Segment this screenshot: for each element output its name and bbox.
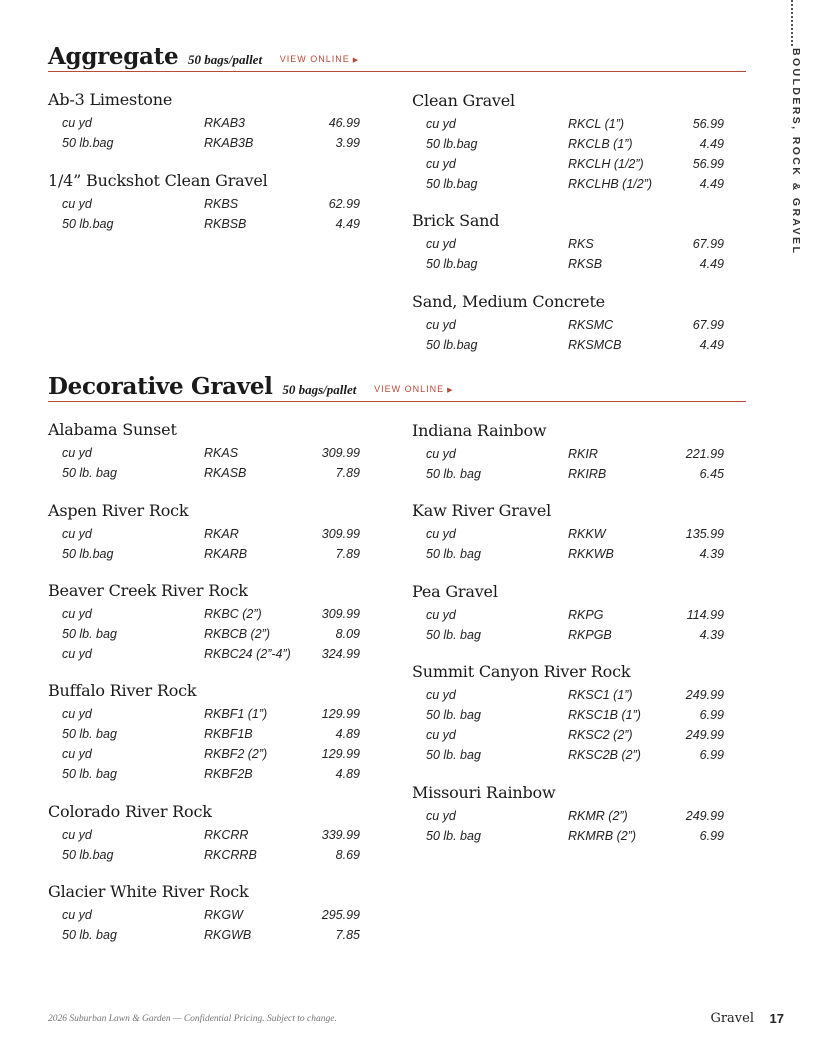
price-row (48, 114, 360, 134)
unit: 50 lb.bag (62, 547, 114, 561)
sku: RKPGB (568, 628, 612, 642)
unit: 50 lb. bag (426, 829, 481, 843)
product-indiana-rainbow (412, 421, 724, 485)
price: 339.99 (321, 828, 360, 842)
sku: RKSMC (568, 318, 614, 332)
section-subtitle: 50 bags/pallet (188, 52, 263, 67)
triangle-right-icon: ▶ (352, 57, 360, 64)
view-online-label: VIEW ONLINE (374, 384, 445, 394)
price: 8.09 (335, 627, 360, 641)
product-missouri-rainbow (412, 783, 724, 847)
unit: 50 lb.bag (62, 136, 114, 150)
price-row (48, 826, 360, 846)
price-row (412, 827, 724, 847)
product-name: Clean Gravel (412, 91, 515, 110)
sku: RKAB3B (204, 136, 254, 150)
price: 4.39 (699, 547, 724, 561)
section-subtitle: 50 bags/pallet (282, 382, 357, 397)
sku: RKSC2B (2”) (568, 748, 641, 762)
price: 249.99 (685, 688, 724, 702)
sku: RKCRRB (204, 848, 257, 862)
section-header (48, 372, 746, 402)
product-kaw-river-gravel (412, 501, 724, 565)
price-row (412, 525, 724, 545)
unit: cu yd (62, 116, 92, 130)
price: 309.99 (321, 607, 360, 621)
sku: RKMR (2”) (568, 809, 628, 823)
page-number: 17 (769, 1011, 784, 1026)
sku: RKPG (568, 608, 604, 622)
price-row (48, 134, 360, 154)
triangle-right-icon: ▶ (447, 387, 454, 394)
view-online-link[interactable] (280, 54, 359, 64)
unit: 50 lb. bag (62, 727, 117, 741)
price: 4.49 (699, 137, 724, 151)
sku: RKBF2B (204, 767, 253, 781)
price: 129.99 (321, 747, 360, 761)
unit: cu yd (426, 117, 456, 131)
product-brick-sand (412, 211, 724, 275)
product-colorado-river-rock (48, 802, 360, 866)
sku: RKAB3 (204, 116, 245, 130)
price: 4.49 (699, 257, 724, 271)
product-name: Sand, Medium Concrete (412, 292, 605, 311)
price-row (48, 725, 360, 745)
price: 295.99 (321, 908, 360, 922)
sku: RKBCB (2”) (204, 627, 270, 641)
product-beaver-creek-river-rock (48, 581, 360, 665)
section-title-text: Aggregate (48, 43, 179, 70)
price: 4.49 (699, 177, 724, 191)
price-row (412, 726, 724, 746)
sku: RKKW (568, 527, 606, 541)
unit: cu yd (62, 647, 92, 661)
price: 62.99 (328, 197, 360, 211)
sku: RKCLHB (1/2”) (568, 177, 653, 191)
unit: 50 lb. bag (426, 708, 481, 722)
price-row (412, 235, 724, 255)
price-row (48, 765, 360, 785)
price: 249.99 (685, 809, 724, 823)
price-row (48, 926, 360, 946)
price: 7.89 (335, 466, 360, 480)
sku: RKGW (204, 908, 243, 922)
unit: cu yd (426, 728, 456, 742)
product-name: Aspen River Rock (48, 501, 189, 520)
product-name: Summit Canyon River Rock (412, 662, 631, 681)
product-name: Buffalo River Rock (48, 681, 197, 700)
footer-note: 2026 Suburban Lawn & Garden — Confidential Pricing. Subject to change. (48, 1014, 337, 1024)
sku: RKSC1B (1”) (568, 708, 641, 722)
unit: 50 lb.bag (426, 257, 478, 271)
sku: RKSB (568, 257, 603, 271)
unit: cu yd (426, 688, 456, 702)
unit: cu yd (426, 318, 456, 332)
unit: cu yd (62, 707, 92, 721)
unit: 50 lb.bag (62, 217, 114, 231)
price: 221.99 (685, 447, 724, 461)
product-name: Alabama Sunset (48, 420, 177, 439)
price-row (48, 215, 360, 235)
price-row (412, 115, 724, 135)
price-row (412, 465, 724, 485)
sku: RKSMCB (568, 338, 622, 352)
price: 7.85 (335, 928, 360, 942)
price-row (48, 195, 360, 215)
price: 4.89 (335, 767, 360, 781)
price-row (412, 135, 724, 155)
side-tab-label: BOULDERS, ROCK & GRAVEL (790, 48, 802, 256)
unit: 50 lb. bag (426, 547, 481, 561)
price-row (412, 606, 724, 626)
price-row (412, 155, 724, 175)
section-header (48, 42, 746, 72)
unit: 50 lb. bag (62, 767, 117, 781)
unit: 50 lb. bag (426, 628, 481, 642)
price: 7.89 (335, 547, 360, 561)
product-buckshot-clean-gravel (48, 171, 360, 235)
price-row (412, 626, 724, 646)
price-row (48, 464, 360, 484)
price: 129.99 (321, 707, 360, 721)
sku: RKIR (568, 447, 598, 461)
price-row (412, 706, 724, 726)
sku: RKSC2 (2”) (568, 728, 633, 742)
price: 67.99 (692, 318, 724, 332)
unit: cu yd (62, 446, 92, 460)
sku: RKCRR (204, 828, 249, 842)
unit: cu yd (426, 527, 456, 541)
product-aspen-river-rock (48, 501, 360, 565)
footer-section-name: Gravel (710, 1011, 754, 1026)
price: 4.89 (335, 727, 360, 741)
price-row (412, 686, 724, 706)
product-name: Beaver Creek River Rock (48, 581, 248, 600)
sku: RKS (568, 237, 594, 251)
sku: RKAS (204, 446, 239, 460)
sku: RKCLB (1”) (568, 137, 633, 151)
unit: cu yd (62, 607, 92, 621)
unit: cu yd (62, 747, 92, 761)
sku: RKBF1 (1”) (204, 707, 268, 721)
aggregate-section-header (48, 42, 746, 72)
product-name: Ab-3 Limestone (48, 90, 173, 109)
product-pea-gravel (412, 582, 724, 646)
price-row (412, 746, 724, 766)
sku: RKBC24 (2”-4”) (204, 647, 291, 661)
product-name: Colorado River Rock (48, 802, 212, 821)
product-alabama-sunset (48, 420, 360, 484)
price: 324.99 (321, 647, 360, 661)
price-row (412, 807, 724, 827)
price: 4.49 (699, 338, 724, 352)
unit: 50 lb. bag (62, 627, 117, 641)
side-tab (784, 0, 802, 256)
price-row (48, 645, 360, 665)
price: 56.99 (692, 117, 724, 131)
price: 6.99 (699, 748, 724, 762)
product-clean-gravel (412, 91, 724, 195)
unit: cu yd (426, 237, 456, 251)
view-online-link[interactable] (374, 384, 453, 394)
view-online-label: VIEW ONLINE (279, 54, 350, 64)
product-name: Pea Gravel (412, 582, 498, 601)
price-row (412, 255, 724, 275)
sku: RKBS (204, 197, 239, 211)
product-name: Brick Sand (412, 211, 500, 230)
sku: RKBF2 (2”) (204, 747, 268, 761)
unit: 50 lb.bag (426, 177, 478, 191)
product-glacier-white-river-rock (48, 882, 360, 946)
price: 3.99 (335, 136, 360, 150)
section-title (48, 373, 453, 400)
decorative-section-header (48, 372, 746, 402)
unit: 50 lb. bag (426, 467, 481, 481)
unit: cu yd (426, 157, 456, 171)
sku: RKBF1B (204, 727, 253, 741)
product-summit-canyon-river-rock (412, 662, 724, 766)
price: 6.45 (699, 467, 724, 481)
sku: RKCLH (1/2”) (568, 157, 644, 171)
price: 309.99 (321, 527, 360, 541)
price-row (48, 444, 360, 464)
price: 135.99 (685, 527, 724, 541)
price: 56.99 (692, 157, 724, 171)
price-row (48, 745, 360, 765)
section-title (48, 43, 359, 70)
sku: RKARB (204, 547, 248, 561)
unit: cu yd (426, 809, 456, 823)
unit: cu yd (62, 828, 92, 842)
sku: RKGWB (204, 928, 252, 942)
price: 6.99 (699, 708, 724, 722)
unit: cu yd (62, 197, 92, 211)
section-title-text: Decorative Gravel (48, 373, 273, 400)
unit: 50 lb. bag (426, 748, 481, 762)
product-sand-medium-concrete (412, 292, 724, 356)
sku: RKASB (204, 466, 247, 480)
product-name: Indiana Rainbow (412, 421, 547, 440)
price-row (48, 906, 360, 926)
price: 249.99 (685, 728, 724, 742)
price: 309.99 (321, 446, 360, 460)
sku: RKSC1 (1”) (568, 688, 633, 702)
price: 8.69 (335, 848, 360, 862)
sku: RKKWB (568, 547, 614, 561)
unit: 50 lb.bag (62, 848, 114, 862)
product-name: Missouri Rainbow (412, 783, 556, 802)
price-row (48, 846, 360, 866)
unit: 50 lb. bag (62, 928, 117, 942)
unit: 50 lb.bag (426, 338, 478, 352)
sku: RKBSB (204, 217, 247, 231)
unit: cu yd (426, 447, 456, 461)
price-row (48, 525, 360, 545)
sku: RKAR (204, 527, 239, 541)
price-row (48, 545, 360, 565)
product-buffalo-river-rock (48, 681, 360, 785)
product-name: Kaw River Gravel (412, 501, 552, 520)
price-row (48, 625, 360, 645)
price: 6.99 (699, 829, 724, 843)
price-row (412, 316, 724, 336)
price-row (412, 445, 724, 465)
dotted-leader (791, 0, 807, 46)
price-row (412, 545, 724, 565)
price: 67.99 (692, 237, 724, 251)
unit: 50 lb.bag (426, 137, 478, 151)
price-row (48, 605, 360, 625)
price-row (48, 705, 360, 725)
unit: cu yd (62, 908, 92, 922)
sku: RKIRB (568, 467, 607, 481)
price-row (412, 175, 724, 195)
sku: RKMRB (2”) (568, 829, 637, 843)
unit: cu yd (426, 608, 456, 622)
price: 46.99 (328, 116, 360, 130)
product-name: 1/4” Buckshot Clean Gravel (48, 171, 268, 190)
price: 114.99 (686, 608, 724, 622)
product-name: Glacier White River Rock (48, 882, 249, 901)
unit: 50 lb. bag (62, 466, 117, 480)
price: 4.49 (335, 217, 360, 231)
price: 4.39 (699, 628, 724, 642)
sku: RKCL (1”) (568, 117, 625, 131)
product-ab3-limestone (48, 90, 360, 154)
price-row (412, 336, 724, 356)
unit: cu yd (62, 527, 92, 541)
sku: RKBC (2”) (204, 607, 262, 621)
